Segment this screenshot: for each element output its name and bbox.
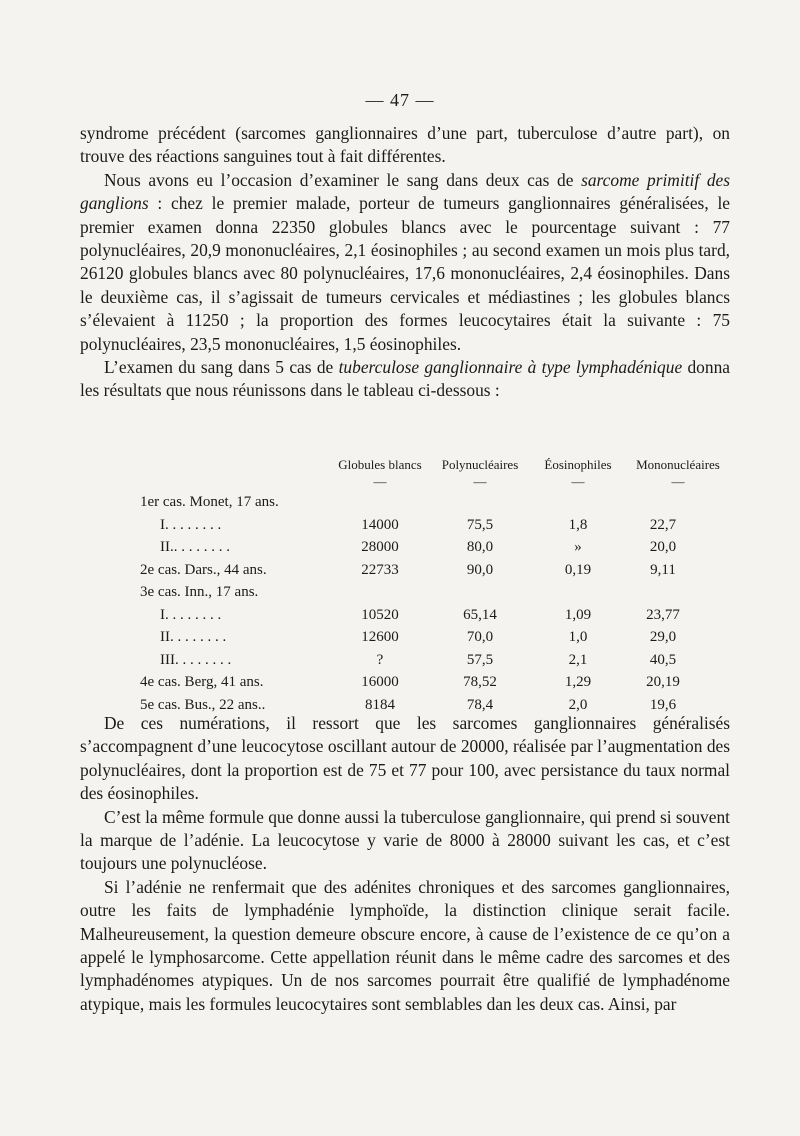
row-value: 78,4 (466, 696, 494, 713)
conclusion-paragraph-3: Si l’adénie ne renfermait que des adénites chroniques et des sarcomes ganglionnaires, outre les faits de lymphadénie lymphoïde, la distinction clinique serait facile. Malheureusement, la question demeure obscure encore, à cause de l’existence de ce qu’on a appelé le lymphosarcome. Cette appellation réunit dans le même cadre des sarcomes et des lymphadénomes atypiques. Un de nos sarcomes pourrait être qualifié de lymphadénome atypique, mais les formules leucocytaires sont semblables dan les deux cas. Ainsi, par (80, 876, 730, 1014)
table-row (0, 491, 800, 514)
row-label: II. . . . . . . . (160, 629, 227, 645)
table-row (0, 626, 800, 649)
page-number: — 47 — (365, 90, 435, 110)
row-value: 9,11 (650, 561, 676, 578)
row-label: I. . . . . . . . (160, 516, 222, 533)
row-label: II.. . . . . . . . (160, 539, 230, 555)
header-dash: — (671, 474, 685, 489)
row-value: 16000 (361, 674, 399, 690)
intro-paragraph-1: syndrome précédent (sarcomes ganglionnaires d’une part, tuberculose d’autre part), on trouve des réactions sanguines tout à fait différentes. (80, 123, 730, 167)
row-value: 29,0 (649, 629, 677, 645)
row-label: 2e cas. Dars., 44 ans. (140, 561, 267, 578)
table-row (0, 671, 800, 694)
table-row (0, 581, 800, 604)
header-label: Éosinophiles (544, 457, 612, 472)
row-value: 22733 (361, 561, 399, 578)
row-value: 1,0 (568, 629, 588, 645)
row-value: 8184 (365, 696, 395, 713)
table-row (0, 649, 800, 672)
row-label: 5e cas. Bus., 22 ans.. (140, 696, 266, 713)
intro-p2-start: Nous avons eu l’occasion d’examiner le sang dans deux cas de (104, 169, 582, 190)
row-value: 22,7 (649, 516, 677, 533)
row-label: 4e cas. Berg, 41 ans. (140, 674, 264, 690)
table-row (0, 536, 800, 559)
header-label: Globules blancs (338, 457, 422, 472)
header-label: Polynucléaires (441, 457, 519, 472)
row-label: III. . . . . . . . (160, 651, 232, 668)
row-label: 3e cas. Inn., 17 ans. (140, 584, 259, 600)
header-label: Mononucléaires (636, 457, 720, 472)
row-value: 0,19 (564, 561, 592, 578)
table-body (0, 491, 800, 716)
row-value: 20,19 (646, 674, 680, 690)
row-label: 1er cas. Monet, 17 ans. (140, 494, 279, 510)
row-value: 23,77 (646, 606, 680, 623)
table-row (0, 604, 800, 627)
row-value: 40,5 (649, 651, 677, 668)
intro-p3-italic: tuberculose ganglionnaire à type lymphadénique (338, 357, 683, 378)
row-value: 2,1 (568, 651, 588, 668)
intro-paragraph-3 (80, 356, 730, 403)
intro-p3-start: L’examen du sang dans 5 cas de (104, 357, 339, 378)
row-value: 14000 (361, 516, 399, 533)
header-dash: — (473, 474, 487, 489)
row-value: 1,09 (564, 606, 592, 623)
row-value: 20,0 (649, 539, 677, 555)
row-value: 1,8 (568, 516, 588, 533)
conclusion-paragraph-2: C’est la même formule que donne aussi la tuberculose ganglionnaire, qui prend si souvent la marque de l’adénie. La leucocytose y varie de 8000 à 28000 suivant les cas, et c’est toujours une polynucléose. (80, 806, 730, 874)
row-value: 80,0 (466, 539, 494, 555)
row-value: 10520 (361, 606, 399, 623)
row-value: 90,0 (466, 561, 494, 578)
row-label: I. . . . . . . . (160, 606, 222, 623)
row-value: 1,29 (564, 674, 592, 690)
row-value: » (574, 539, 582, 555)
row-value: 19,6 (649, 696, 677, 713)
header-dash: — (571, 474, 585, 489)
row-value: ? (376, 651, 384, 668)
header-dash: — (373, 474, 387, 489)
header-mononucleaires (618, 457, 738, 487)
intro-p2-italic: sarcome primitif des ganglions (80, 169, 731, 214)
intro-p2-end: : chez le premier malade, porteur de tumeurs ganglionnaires généralisées, le premier examen donna 22350 globules blancs avec le pourcentage suivant : 77 polynucléaires, 20,9 mononucléaires, 2,1 éosinophiles ; au second examen un mois plus tard, 26120 globules blancs avec 80 polynucléaires, 17,6 mononucléaires, 2,4 éosinophiles. Dans le deuxième cas, il s’agissait de tumeurs cervicales et médiastines ; les globules blancs s’élevaient à 11250 ; la proportion des formes leucocytaires était la suivante : 75 polynucléaires, 23,5 mononucléaires, 1,5 éosinophiles. (80, 193, 730, 354)
table-row (0, 559, 800, 582)
row-value: 75,5 (466, 516, 494, 533)
intro-paragraph-2 (80, 169, 730, 356)
conclusion-text (80, 712, 730, 1016)
row-value: 65,14 (463, 606, 497, 623)
intro-p3-end: donna les résultats que nous réunissons dans le tableau ci-dessous : (80, 357, 730, 401)
row-value: 12600 (361, 629, 399, 645)
row-value: 28000 (361, 539, 399, 555)
conclusion-paragraph-1: De ces numérations, il ressort que les sarcomes ganglionnaires généralisés s’accompagnent d’une leucocytose oscillant autour de 20000, réalisée par l’augmentation des polynucléaires, dont la proportion est de 75 et 77 pour 100, avec persistance du taux normal des éosinophiles. (80, 713, 730, 804)
row-value: 78,52 (463, 674, 497, 690)
intro-text (80, 122, 730, 403)
row-value: 57,5 (466, 651, 494, 668)
row-value: 70,0 (466, 629, 494, 645)
row-value: 2,0 (568, 696, 588, 713)
table-row (0, 514, 800, 537)
